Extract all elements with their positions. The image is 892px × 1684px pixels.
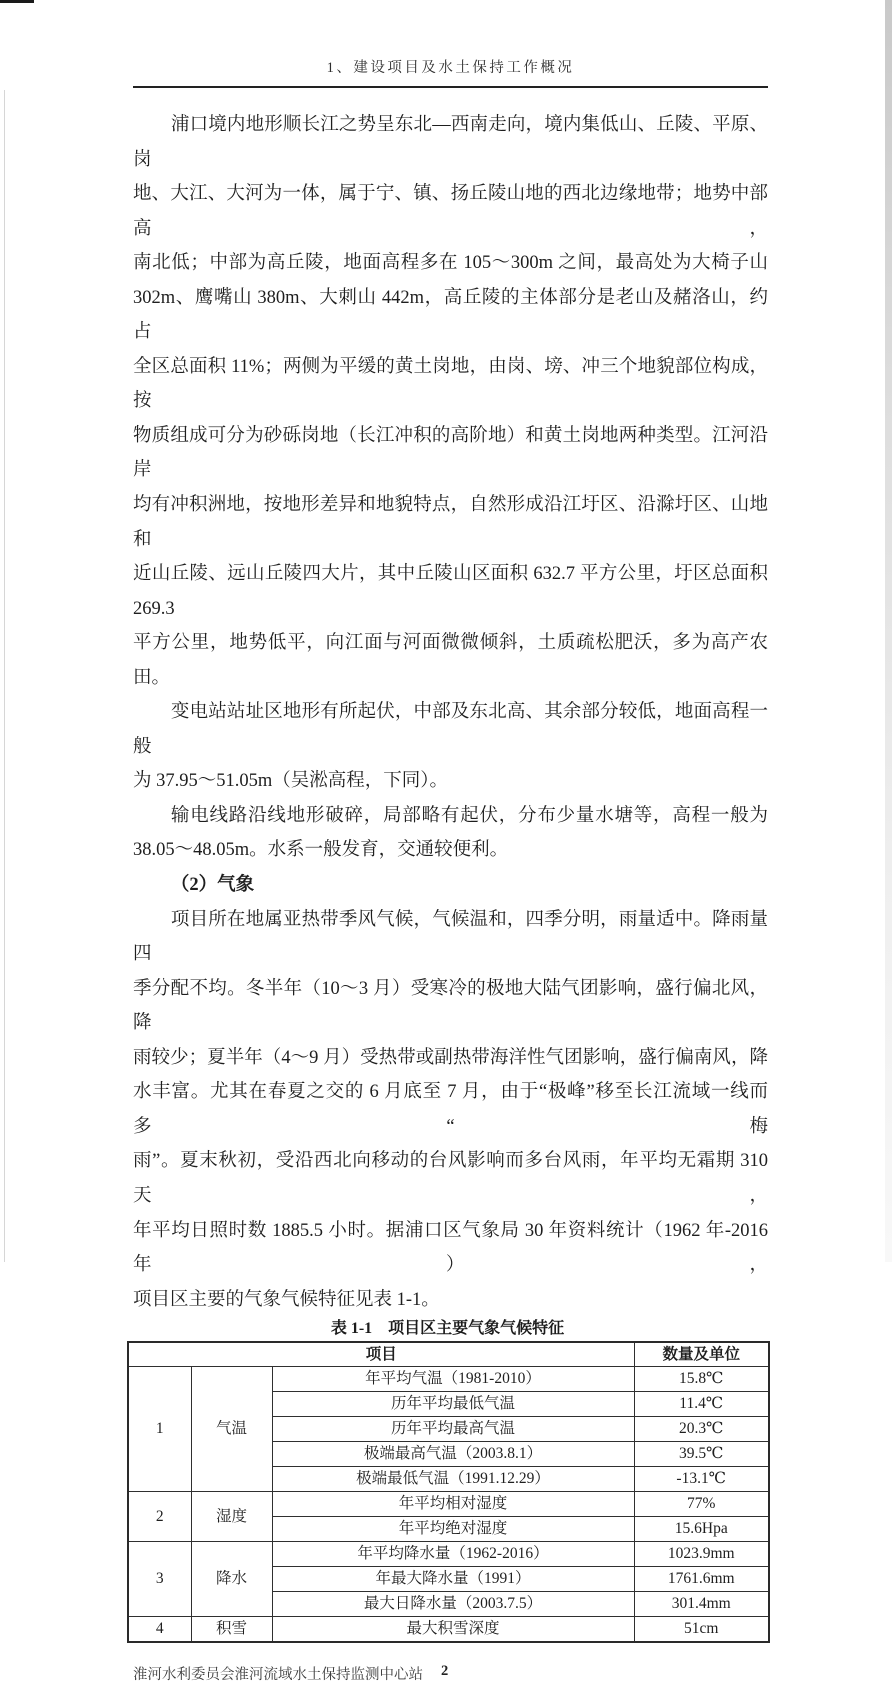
row-number-cell: 4	[128, 1617, 191, 1643]
paragraph-line: 平方公里，地势低平，向江面与河面微微倾斜，土质疏松肥沃，多为高产农田。	[133, 633, 768, 688]
value-cell: 15.6Hpa	[634, 1517, 769, 1542]
paragraph-line: 雨较少；夏半年（4～9 月）受热带或副热带海洋性气团影响，盛行偏南风，降	[133, 1047, 768, 1068]
paragraph-line: 季分配不均。冬半年（10～3 月）受寒冷的极地大陆气团影响，盛行偏北风，降	[133, 978, 768, 1034]
paragraph-line: 近山丘陵、远山丘陵四大片，其中丘陵山区面积 632.7 平方公里，圩区总面积 269.3	[133, 564, 768, 619]
item-cell: 年最大降水量（1991）	[272, 1567, 634, 1592]
paragraph-line: 输电线路沿线地形破碎，局部略有起伏，分布少量水塘等，高程一般为	[170, 805, 768, 826]
item-cell: 最大积雪深度	[272, 1617, 634, 1643]
paragraph-line: 均有冲积洲地，按地形差异和地貌特点，自然形成沿江圩区、沿滁圩区、山地和	[133, 495, 768, 550]
value-cell: 39.5℃	[634, 1442, 769, 1467]
page-footer	[133, 1663, 768, 1684]
item-cell: 历年平均最低气温	[272, 1392, 634, 1417]
table-row	[128, 1542, 769, 1567]
paragraph-line: 年平均日照时数 1885.5 小时。据浦口区气象局 30 年资料统计（1962 年-2016 年），	[133, 1220, 768, 1276]
item-cell: 极端最高气温（2003.8.1）	[272, 1442, 634, 1467]
item-cell: 极端最低气温（1991.12.29）	[272, 1467, 634, 1492]
paragraph	[133, 108, 768, 695]
section-heading-text: （2）气象	[170, 875, 255, 896]
item-cell: 年平均绝对湿度	[272, 1517, 634, 1542]
footer-org-text: 淮河水利委员会淮河流域水土保持监测中心站	[133, 1667, 423, 1684]
scan-artifact-top-left	[0, 0, 34, 3]
row-number-cell: 2	[128, 1492, 191, 1542]
category-cell: 降水	[191, 1542, 272, 1617]
table-caption: 表 1-1 项目区主要气象气候特征	[330, 1320, 565, 1338]
paragraph-line: 全区总面积 11%；两侧为平缓的黄土岗地，由岗、塝、冲三个地貌部位构成，按	[133, 356, 768, 412]
value-cell: 51cm	[634, 1617, 769, 1643]
paragraph-line: 南北低；中部为高丘陵，地面高程多在 105～300m 之间，最高处为大椅子山	[133, 253, 768, 274]
category-cell: 气温	[191, 1367, 272, 1492]
paragraph-line: 物质组成可分为砂砾岗地（长江冲积的高阶地）和黄土岗地两种类型。江河沿岸	[133, 425, 768, 481]
item-cell: 历年平均最高气温	[272, 1417, 634, 1442]
table-header-row	[128, 1342, 769, 1367]
climate-table-section	[127, 1317, 768, 1643]
paragraph-line: 为 37.95～51.05m（吴淞高程，下同）。	[133, 771, 449, 792]
value-cell: 1023.9mm	[634, 1542, 769, 1567]
page-header-title: 1、建设项目及水土保持工作概况	[133, 56, 768, 88]
row-number-cell: 1	[128, 1367, 191, 1492]
value-cell: 77%	[634, 1492, 769, 1517]
item-cell: 年平均降水量（1962-2016）	[272, 1542, 634, 1567]
table-row	[128, 1617, 769, 1643]
paragraph-line: 项目所在地属亚热带季风气候，气候温和，四季分明，雨量适中。降雨量四	[133, 909, 768, 965]
paragraph	[133, 695, 768, 799]
paragraph-line: 变电站站址区地形有所起伏，中部及东北高、其余部分较低，地面高程一般	[133, 702, 768, 757]
paragraph-line: 水丰富。尤其在春夏之交的 6 月底至 7 月，由于“极峰”移至长江流域一线而多“梅	[133, 1082, 768, 1137]
value-cell: 11.4℃	[634, 1392, 769, 1417]
paragraph-line: 浦口境内地形顺长江之势呈东北—西南走向，境内集低山、丘陵、平原、岗	[133, 115, 768, 170]
body-text	[133, 88, 768, 1317]
table-row	[128, 1367, 769, 1392]
value-cell: 20.3℃	[634, 1417, 769, 1442]
paragraph	[133, 799, 768, 868]
climate-table	[127, 1341, 770, 1643]
section-heading	[133, 868, 768, 903]
value-cell: 1761.6mm	[634, 1567, 769, 1592]
page-edge-shadow-right	[885, 0, 892, 1262]
paragraph-line: 项目区主要的气象气候特征见表 1-1。	[133, 1289, 440, 1310]
value-cell: 15.8℃	[634, 1367, 769, 1392]
value-cell: -13.1℃	[634, 1467, 769, 1492]
table-row	[128, 1492, 769, 1517]
footer-page-number: 2	[441, 1663, 449, 1680]
page-edge-line-left	[4, 90, 5, 1262]
paragraph-line: 302m、鹰嘴山 380m、大刺山 442m，高丘陵的主体部分是老山及赭洛山，约占	[133, 287, 768, 343]
page-header	[133, 0, 768, 88]
paragraph-line: 38.05～48.05m。水系一般发育，交通较便利。	[133, 840, 509, 861]
paragraph-line: 地、大江、大河为一体，属于宁、镇、扬丘陵山地的西北边缘地带；地势中部高，	[133, 184, 768, 239]
item-cell: 年平均气温（1981-2010）	[272, 1367, 634, 1392]
item-header-cell: 项目	[128, 1342, 634, 1367]
value-cell: 301.4mm	[634, 1592, 769, 1617]
category-cell: 湿度	[191, 1492, 272, 1542]
item-cell: 年平均相对湿度	[272, 1492, 634, 1517]
row-number-cell: 3	[128, 1542, 191, 1617]
paragraph-line: 雨”。夏末秋初，受沿西北向移动的台风影响而多台风雨，年平均无霜期 310 天，	[133, 1151, 768, 1206]
paragraph	[133, 903, 768, 1318]
value-header-cell: 数量及单位	[634, 1342, 769, 1367]
category-cell: 积雪	[191, 1617, 272, 1643]
item-cell: 最大日降水量（2003.7.5）	[272, 1592, 634, 1617]
